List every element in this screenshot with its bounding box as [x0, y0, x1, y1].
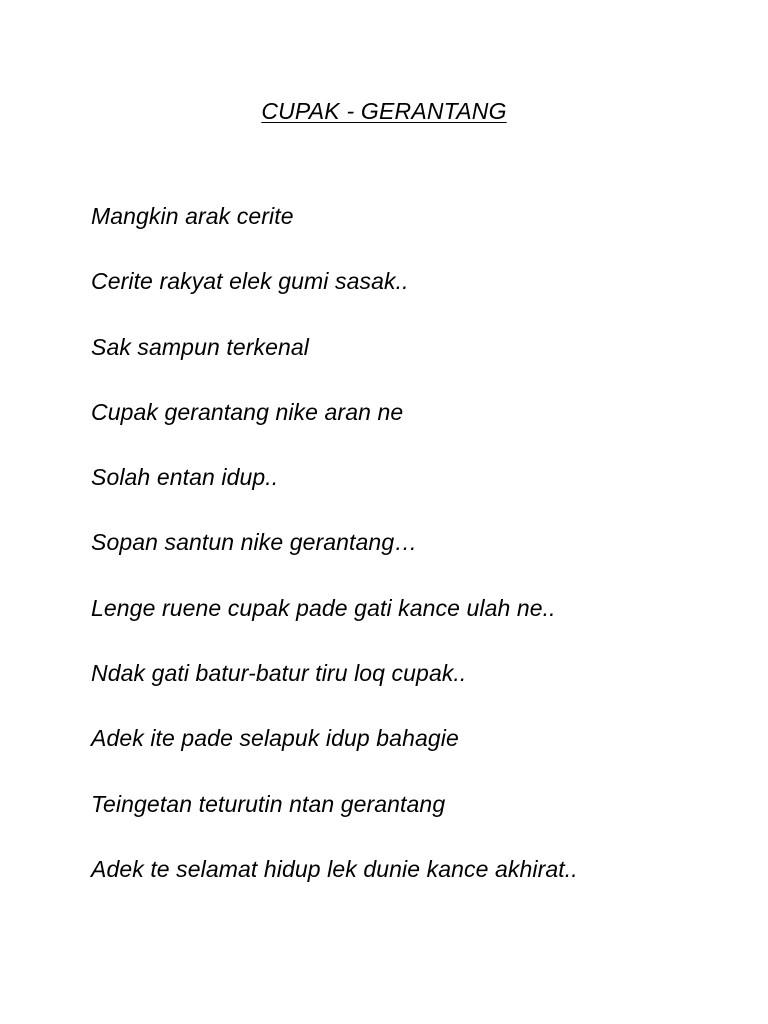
- poem-line: Lenge ruene cupak pade gati kance ulah ne..: [91, 594, 556, 621]
- poem-line: Adek ite pade selapuk idup bahagie: [91, 725, 459, 752]
- poem-line: Sak sampun terkenal: [91, 333, 309, 360]
- poem-line: Cerite rakyat elek gumi sasak..: [91, 268, 409, 295]
- poem-line: Mangkin arak cerite: [91, 203, 294, 229]
- poem-line: Adek te selamat hidup lek dunie kance akhirat..: [91, 855, 578, 882]
- poem-line: Sopan santun nike gerantang…: [91, 529, 418, 556]
- page-title: CUPAK - GERANTANG: [261, 98, 507, 124]
- poem-line: Teingetan teturutin ntan gerantang: [91, 790, 446, 817]
- poem-line: Cupak gerantang nike aran ne: [91, 398, 404, 425]
- poem-lines: [91, 201, 731, 919]
- poem-line: Solah entan idup..: [91, 464, 279, 491]
- poem-line: Ndak gati batur-batur tiru loq cupak..: [91, 660, 467, 687]
